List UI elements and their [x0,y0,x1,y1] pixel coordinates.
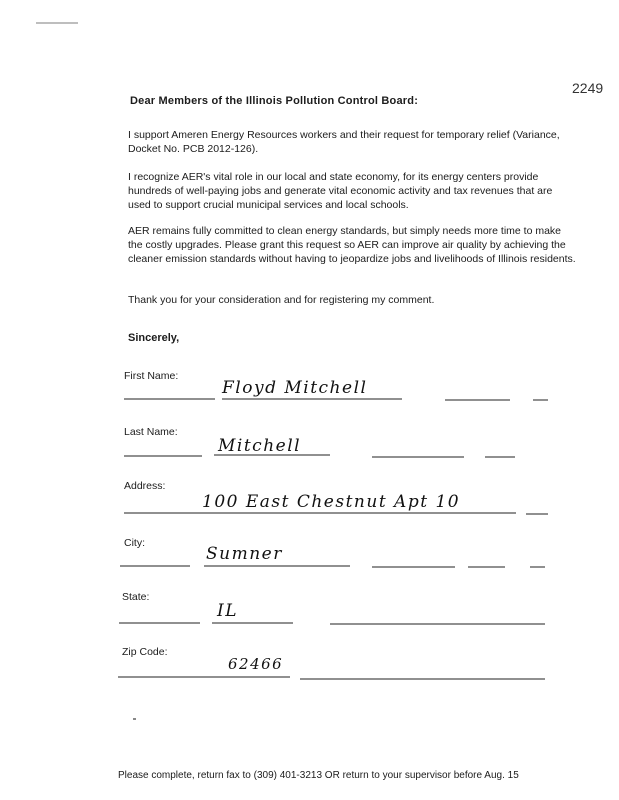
paragraph-recognize: I recognize AER's vital role in our local and state economy, for its energy centers provide hundreds of well-paying jobs and generate vital economic activity and tax revenues that are used to support crucial municipal services and local schools. [128,171,553,211]
state-label: State: [122,591,150,603]
address-label: Address: [124,480,166,492]
footer-instructions: Please complete, return fax to (309) 401-3213 OR return to your supervisor before Aug. 15 [118,770,519,781]
paragraph-thanks: Thank you for your consideration and for registering my comment. [128,294,435,306]
paragraph-commitment: AER remains fully committed to clean energy standards, but simply needs more time to make the costly upgrades. Please grant this request so AER can improve air quality by achieving the cleaner emission standards without having to jeopardize jobs and livelihoods of Illinois residents. [128,225,576,265]
scan-speck [133,718,136,720]
salutation: Dear Members of the Illinois Pollution Control Board: [130,95,419,107]
paragraph-support: I support Ameren Energy Resources workers and their request for temporary relief (Variance, Docket No. PCB 2012-126). [128,129,560,155]
zip-code-label: Zip Code: [122,646,168,658]
city-label: City: [124,537,145,549]
closing: Sincerely, [128,332,180,344]
state-value: IL [217,601,239,621]
address-value: 100 East Chestnut Apt 10 [202,492,461,512]
last-name-value: Mitchell [218,436,302,456]
city-value: Sumner [206,544,283,564]
first-name-label: First Name: [124,370,179,382]
page-number: 2249 [572,80,604,96]
last-name-label: Last Name: [124,426,178,438]
zip-code-value: 62466 [228,655,284,673]
first-name-value: Floyd Mitchell [222,378,368,398]
